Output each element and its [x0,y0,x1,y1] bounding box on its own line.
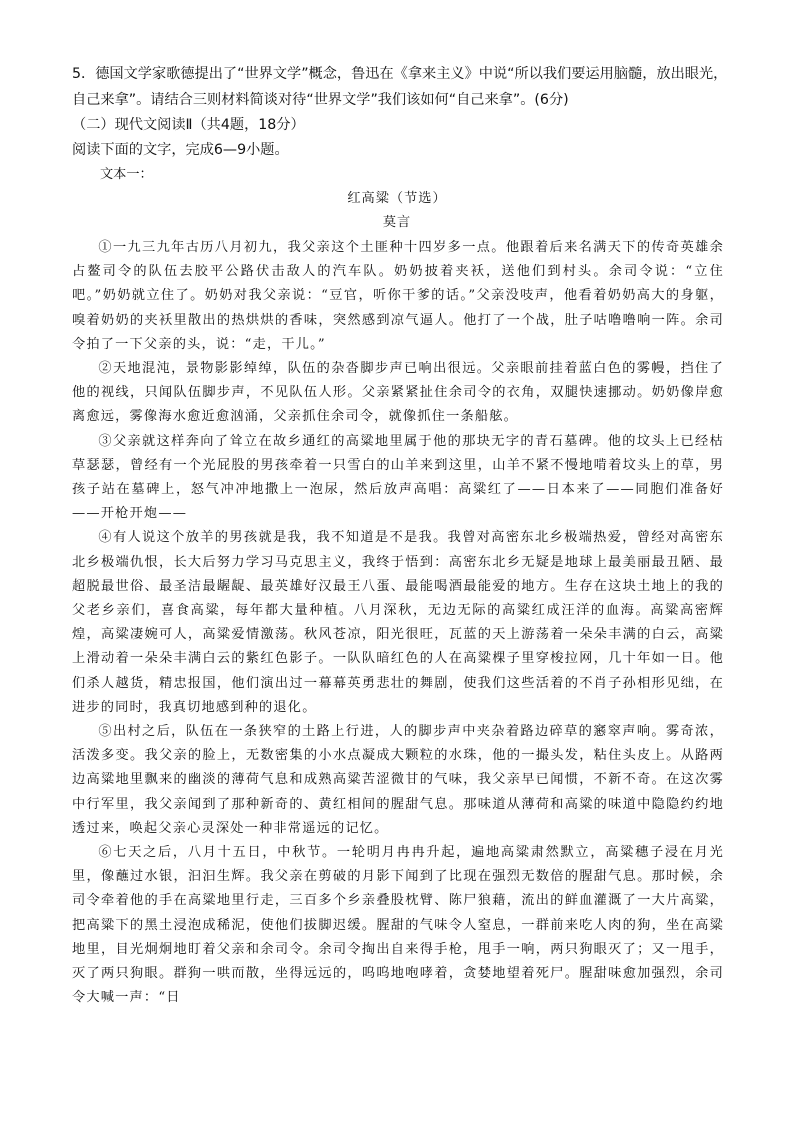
paragraph-6: ⑥七天之后，八月十五日，中秋节。一轮明月冉冉升起，遍地高粱肃然默立，高粱穗子浸在月光里，像蘸过水银，汩汩生辉。我父亲在剪破的月影下闻到了比现在强烈无数倍的腥甜气息。那时候，余司令牵着他的手在高粱地里行走，三百多个乡亲叠股枕臂、陈尸狼藉，流出的鲜血灌溉了一大片高粱，把高粱下的黑土浸泡成稀泥，使他们拔脚迟缓。腥甜的气味令人窒息，一群前来吃人肉的狗，坐在高粱地里，目光炯炯地盯着父亲和余司令。余司令掏出自来得手枪，甩手一响，两只狗眼灭了；又一甩手，灭了两只狗眼。群狗一哄而散，坐得远远的，呜呜地咆哮着，贪婪地望着死尸。腥甜味愈加强烈，余司令大喊一声：“日 [72,845,724,1006]
section-heading: （二）现代文阅读Ⅱ（共4题，18分） [72,117,305,133]
text-label: 文本一： [100,167,153,182]
question-5-line-2: 自己来拿”。请结合三则材料简谈对待“世界文学”我们该如何“自己来拿”。(6分) [72,92,569,108]
article-body [72,236,724,1011]
paragraph-1: ①一九三九年古历八月初九，我父亲这个土匪种十四岁多一点。他跟着后来名满天下的传奇英雄余占鳌司令的队伍去胶平公路伏击敌人的汽车队。奶奶披着夹袄，送他们到村头。余司令说：“立住吧。”奶奶就立住了。奶奶对我父亲说：“豆官，听你干爹的话。”父亲没吱声，他看着奶奶高大的身躯，嗅着奶奶的夹袄里散出的热烘烘的香味，突然感到凉气逼人。他打了一个战，肚子咕噜噜响一阵。余司令拍了一下父亲的头，说：“走，干儿。” [72,240,724,352]
article-author: 莫言 [382,215,412,230]
paragraph-2: ②天地混沌，景物影影绰绰，队伍的杂沓脚步声已响出很远。父亲眼前挂着蓝白色的雾幔，挡住了他的视线，只闻队伍脚步声，不见队伍人形。父亲紧紧扯住余司令的衣角，双腿快速挪动。奶奶像岸愈离愈远，雾像海水愈近愈汹涌，父亲抓住余司令，就像抓住一条船舷。 [72,361,724,425]
paragraph-3: ③父亲就这样奔向了耸立在故乡通红的高粱地里属于他的那块无字的青石墓碑。他的坟头上已经枯草瑟瑟，曾经有一个光屁股的男孩牵着一只雪白的山羊来到这里，山羊不紧不慢地啃着坟头上的草，男孩子站在墓碑上，怒气冲冲地撒上一泡尿，然后放声高唱：高粱红了——日本来了——同胞们准备好——开枪开炮—— [72,433,724,522]
reading-instruction: 阅读下面的文字，完成6—9小题。 [72,142,289,158]
paragraph-4: ④有人说这个放羊的男孩就是我，我不知道是不是我。我曾对高密东北乡极端热爱，曾经对高密东北乡极端仇恨，长大后努力学习马克思主义，我终于悟到：高密东北乡无疑是地球上最美丽最丑陋、最超脱最世俗、最圣洁最龌龊、最英雄好汉最王八蛋、最能喝酒最能爱的地方。生存在这块土地上的我的父老乡亲们，喜食高粱，每年都大量种植。八月深秋，无边无际的高粱红成汪洋的血海。高粱高密辉煌，高粱凄婉可人，高粱爱情激荡。秋风苍凉，阳光很旺，瓦蓝的天上游荡着一朵朵丰满的白云，高粱上滑动着一朵朵丰满白云的紫红色影子。一队队暗红色的人在高粱棵子里穿梭拉网，几十年如一日。他们杀人越货，精忠报国，他们演出过一幕幕英勇悲壮的舞剧，使我们这些活着的不肖子孙相形见绌，在进步的同时，我真切地感到种的退化。 [72,530,724,715]
paragraph-5: ⑤出村之后，队伍在一条狭窄的土路上行进，人的脚步声中夹杂着路边碎草的窸窣声响。雾奇浓，活泼多变。我父亲的脸上，无数密集的小水点凝成大颗粒的水珠，他的一撮头发，粘住头皮上。从路两边高粱地里飘来的幽淡的薄荷气息和成熟高粱苦涩微甘的气味，我父亲早已闻惯，不新不奇。在这次雾中行军里，我父亲闻到了那种新奇的、黄红相间的腥甜气息。那味道从薄荷和高粱的味道中隐隐约约地透过来，唤起父亲心灵深处一种非常遥远的记忆。 [72,724,724,836]
article-title: 红高粱（节选） [347,191,447,206]
question-5-line-1: 5．德国文学家歌德提出了“世界文学”概念，鲁迅在《拿来主义》中说“所以我们要运用脑髓，放出眼光， [72,66,728,82]
